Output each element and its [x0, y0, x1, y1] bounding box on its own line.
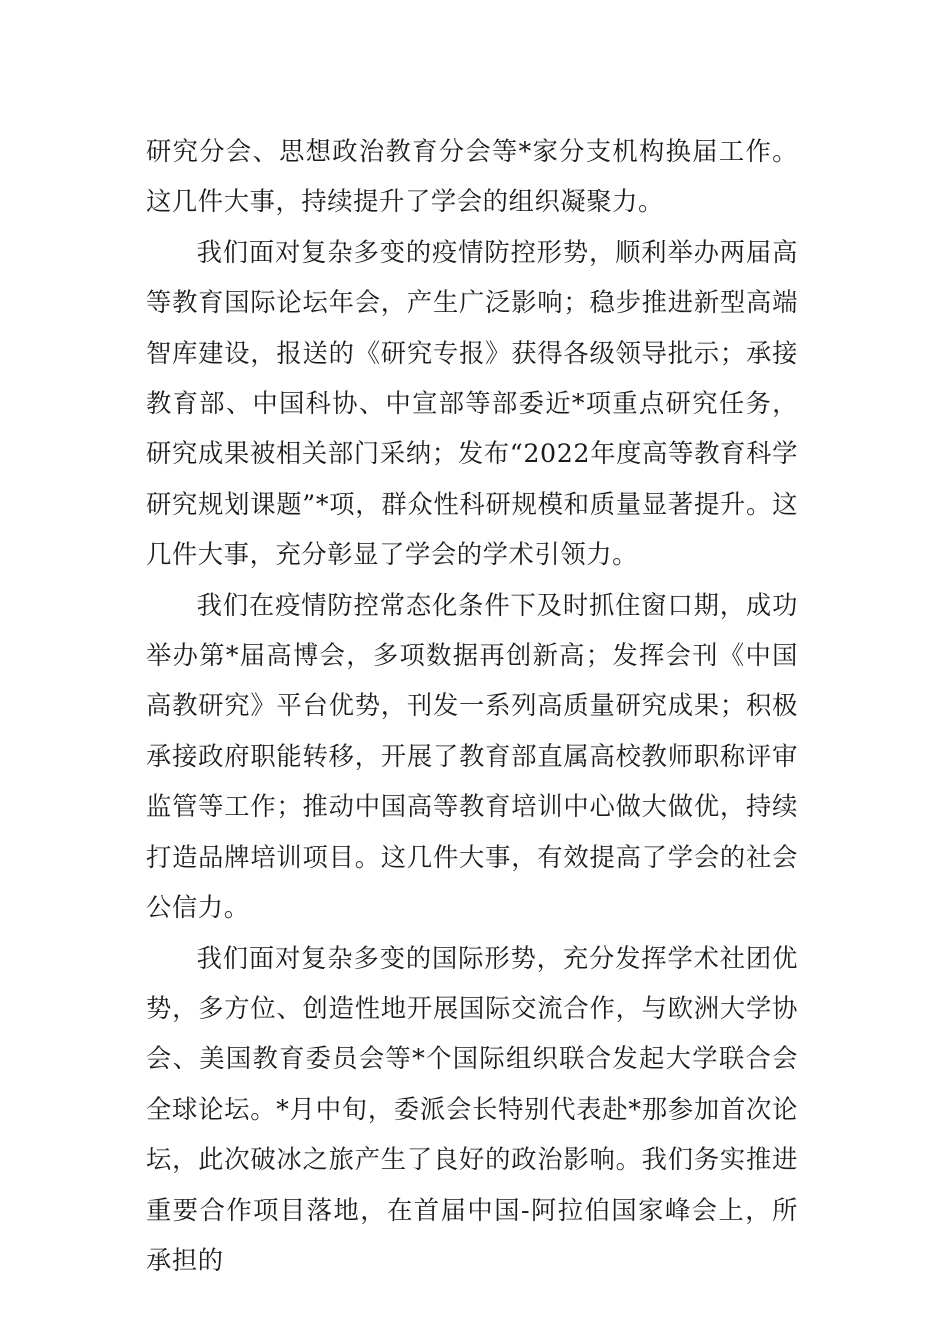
paragraph-continuation: 研究分会、思想政治教育分会等*家分支机构换届工作。这几件大事，持续提升了学会的组织凝聚力。	[146, 137, 798, 217]
paragraph-international-cooperation: 我们面对复杂多变的国际形势，充分发挥学术社团优势，多方位、创造性地开展国际交流合作，与欧洲大学协会、美国教育委员会等*个国际组织联合发起大学联合会全球论坛。*月中旬，委派会长特别代表赴*那参加首次论坛，此次破冰之旅产生了良好的政治影响。我们务实推进重要合作项目落地，在首届中国-阿拉伯国家峰会上，所承担的	[146, 943, 798, 1275]
paragraph-social-credibility: 我们在疫情防控常态化条件下及时抓住窗口期，成功举办第*届高博会，多项数据再创新高；发挥会刊《中国高教研究》平台优势，刊发一系列高质量研究成果；积极承接政府职能转移，开展了教育部直属高校教师职称评审监管等工作；推动中国高等教育培训中心做大做优，持续打造品牌培训项目。这几件大事，有效提高了学会的社会公信力。	[146, 590, 798, 923]
paragraph-academic-leadership: 我们面对复杂多变的疫情防控形势，顺利举办两届高等教育国际论坛年会，产生广泛影响；稳步推进新型高端智库建设，报送的《研究专报》获得各级领导批示；承接教育部、中国科协、中宣部等部委近*项重点研究任务，研究成果被相关部门采纳；发布“2022年度高等教育科学研究规划课题”*项，群众性科研规模和质量显著提升。这几件大事，充分彰显了学会的学术引领力。	[146, 237, 798, 570]
document-body	[146, 127, 798, 1286]
